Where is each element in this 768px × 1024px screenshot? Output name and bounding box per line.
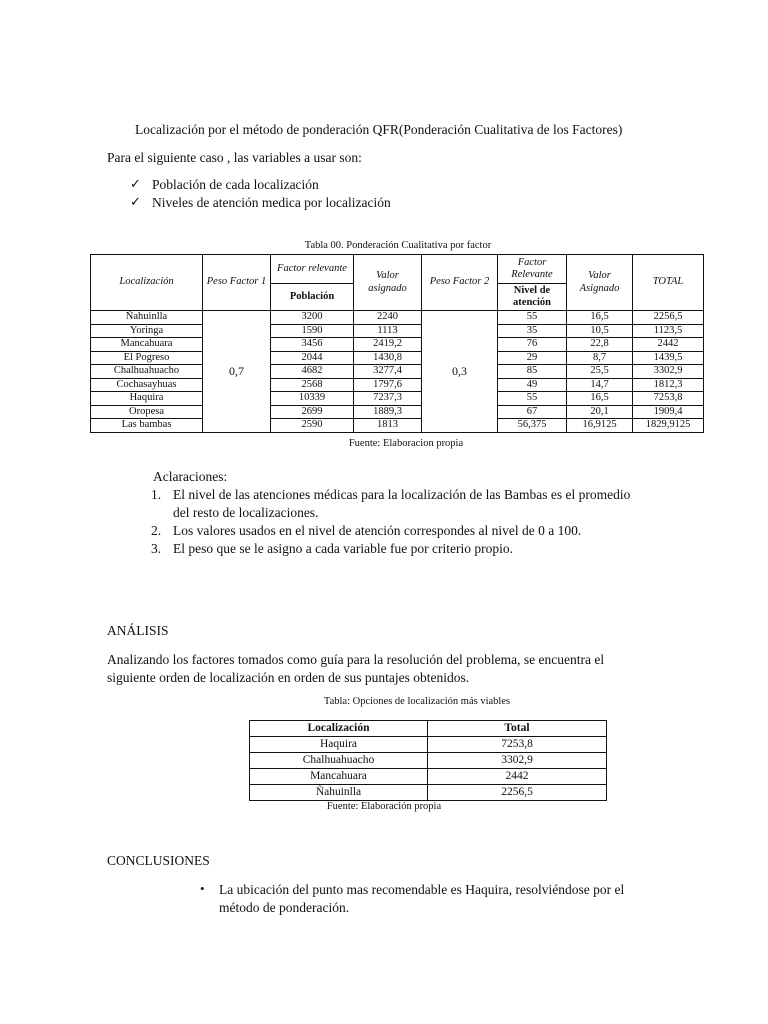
table-row: [91, 365, 704, 379]
cell-valor-asignado-1: 2419,2: [354, 338, 422, 352]
cell-localizacion: Las bambas: [91, 419, 203, 433]
cell-valor-asignado-1: 1813: [354, 419, 422, 433]
analysis-title: ANÁLISIS: [107, 623, 169, 638]
cell-localizacion: Ñahuinlla: [91, 311, 203, 325]
cell-localizacion: Chalhuahuacho: [91, 365, 203, 379]
table1-caption: Tabla 00. Ponderación Cualitativa por factor: [304, 240, 492, 251]
table-row: [91, 338, 704, 352]
cell-total: 2256,5: [428, 785, 607, 801]
cell-total: 7253,8: [633, 392, 704, 406]
cell-valor-asignado-2: 14,7: [567, 378, 633, 392]
cell-valor-asignado-1: 7237,3: [354, 392, 422, 406]
cell-peso-factor-1: 0,7: [203, 311, 271, 433]
cell-total: 2442: [428, 769, 607, 785]
cell-total: 7253,8: [428, 737, 607, 753]
header-peso-factor-2: Peso Factor 2: [422, 255, 498, 311]
cell-nivel-atencion: 55: [498, 392, 567, 406]
cell-total: 1909,4: [633, 405, 704, 419]
cell-peso-factor-2: 0,3: [422, 311, 498, 433]
cell-localizacion: El Pogreso: [91, 351, 203, 365]
notes-list: [151, 486, 673, 558]
cell-nivel-atencion: 35: [498, 324, 567, 338]
cell-poblacion: 2699: [271, 405, 354, 419]
note-item: 1. El nivel de las atenciones médicas para la localización de las Bambas es el promedio del resto de localizaciones.: [151, 487, 631, 520]
cell-valor-asignado-2: 8,7: [567, 351, 633, 365]
cell-nivel-atencion: 67: [498, 405, 567, 419]
cell-valor-asignado-1: 1430,8: [354, 351, 422, 365]
table2-source: Fuente: Elaboración propia: [326, 801, 442, 812]
table-row: [91, 351, 704, 365]
cell-valor-asignado-2: 20,1: [567, 405, 633, 419]
cell-valor-asignado-2: 16,5: [567, 392, 633, 406]
header-valor-asignado-1: Valor asignado: [354, 255, 422, 311]
cell-localizacion: Ñahuinlla: [250, 785, 428, 801]
table-row: [91, 419, 704, 433]
cell-valor-asignado-2: 25,5: [567, 365, 633, 379]
checkmark-icon: ✓: [130, 176, 141, 191]
cell-localizacion: Chalhuahuacho: [250, 753, 428, 769]
cell-nivel-atencion: 76: [498, 338, 567, 352]
checkmark-icon: ✓: [130, 194, 141, 209]
cell-nivel-atencion: 55: [498, 311, 567, 325]
cell-total: 1123,5: [633, 324, 704, 338]
cell-total: 2442: [633, 338, 704, 352]
cell-valor-asignado-2: 16,5: [567, 311, 633, 325]
cell-localizacion: Oropesa: [91, 405, 203, 419]
cell-poblacion: 3200: [271, 311, 354, 325]
header-peso-factor-1: Peso Factor 1: [203, 255, 271, 311]
cell-poblacion: 2044: [271, 351, 354, 365]
cell-poblacion: 2568: [271, 378, 354, 392]
notes-title: Aclaraciones:: [153, 469, 228, 484]
cell-poblacion: 4682: [271, 365, 354, 379]
bullet-icon: •: [200, 881, 205, 896]
cell-localizacion: Haquira: [91, 392, 203, 406]
cell-valor-asignado-2: 22,8: [567, 338, 633, 352]
analysis-line-1: Analizando los factores tomados como guía para la resolución del problema, se encuentra el: [107, 652, 605, 667]
cell-nivel-atencion: 85: [498, 365, 567, 379]
conclusion-line-1: La ubicación del punto mas recomendable es Haquira, resolviéndose por el: [219, 882, 625, 897]
analysis-line-2: siguiente orden de localización en orden de sus puntajes obtenidos.: [107, 670, 470, 685]
cell-total: 2256,5: [633, 311, 704, 325]
cell-localizacion: Mancahuara: [91, 338, 203, 352]
intro-text: Para el siguiente caso , las variables a usar son:: [107, 150, 362, 165]
table-row: [91, 311, 704, 325]
conclusions-title: CONCLUSIONES: [107, 853, 210, 868]
cell-nivel-atencion: 56,375: [498, 419, 567, 433]
cell-poblacion: 10339: [271, 392, 354, 406]
cell-valor-asignado-2: 16,9125: [567, 419, 633, 433]
conclusion-line-2: método de ponderación.: [219, 900, 350, 915]
table2-caption: Tabla: Opciones de localización más viables: [323, 696, 511, 707]
cell-poblacion: 2590: [271, 419, 354, 433]
cell-valor-asignado-1: 1797,6: [354, 378, 422, 392]
table-row: [250, 753, 607, 769]
cell-valor-asignado-1: 3277,4: [354, 365, 422, 379]
table-row: [91, 392, 704, 406]
table-row: [250, 785, 607, 801]
cell-localizacion: Yoringa: [91, 324, 203, 338]
header-total: TOTAL: [633, 255, 704, 311]
note-item: 2. Los valores usados en el nivel de atención correspondes al nivel de 0 a 100.: [151, 523, 582, 538]
header-poblacion: Población: [271, 284, 354, 311]
header-factor-relevante-1: Factor relevante: [271, 255, 354, 284]
cell-valor-asignado-1: 2240: [354, 311, 422, 325]
cell-poblacion: 3456: [271, 338, 354, 352]
header-total: Total: [428, 721, 607, 737]
cell-total: 1829,9125: [633, 419, 704, 433]
header-localizacion: Localización: [91, 255, 203, 311]
cell-valor-asignado-1: 1113: [354, 324, 422, 338]
cell-valor-asignado-2: 10,5: [567, 324, 633, 338]
page-heading: Localización por el método de ponderación QFR(Ponderación Cualitativa de los Factores): [135, 122, 623, 137]
header-nivel-atencion: Nivel de atención: [498, 284, 567, 311]
cell-nivel-atencion: 49: [498, 378, 567, 392]
table-row: [250, 737, 607, 753]
header-factor-relevante-2: Factor Relevante: [498, 255, 567, 284]
cell-poblacion: 1590: [271, 324, 354, 338]
table-row: [91, 324, 704, 338]
cell-localizacion: Haquira: [250, 737, 428, 753]
cell-valor-asignado-1: 1889,3: [354, 405, 422, 419]
cell-total: 1439,5: [633, 351, 704, 365]
cell-total: 1812,3: [633, 378, 704, 392]
table-row: [91, 405, 704, 419]
table1-source: Fuente: Elaboracion propia: [348, 438, 464, 449]
viable-locations-table: [249, 720, 607, 801]
cell-localizacion: Mancahuara: [250, 769, 428, 785]
table-row: [250, 769, 607, 785]
note-item: 3. El peso que se le asigno a cada variable fue por criterio propio.: [151, 541, 513, 556]
qualitative-weighting-table: [90, 254, 704, 433]
cell-total: 3302,9: [428, 753, 607, 769]
cell-nivel-atencion: 29: [498, 351, 567, 365]
table-row: [91, 378, 704, 392]
cell-localizacion: Cochasayhuas: [91, 378, 203, 392]
header-localizacion: Localización: [250, 721, 428, 737]
cell-total: 3302,9: [633, 365, 704, 379]
header-valor-asignado-2: Valor Asignado: [567, 255, 633, 311]
